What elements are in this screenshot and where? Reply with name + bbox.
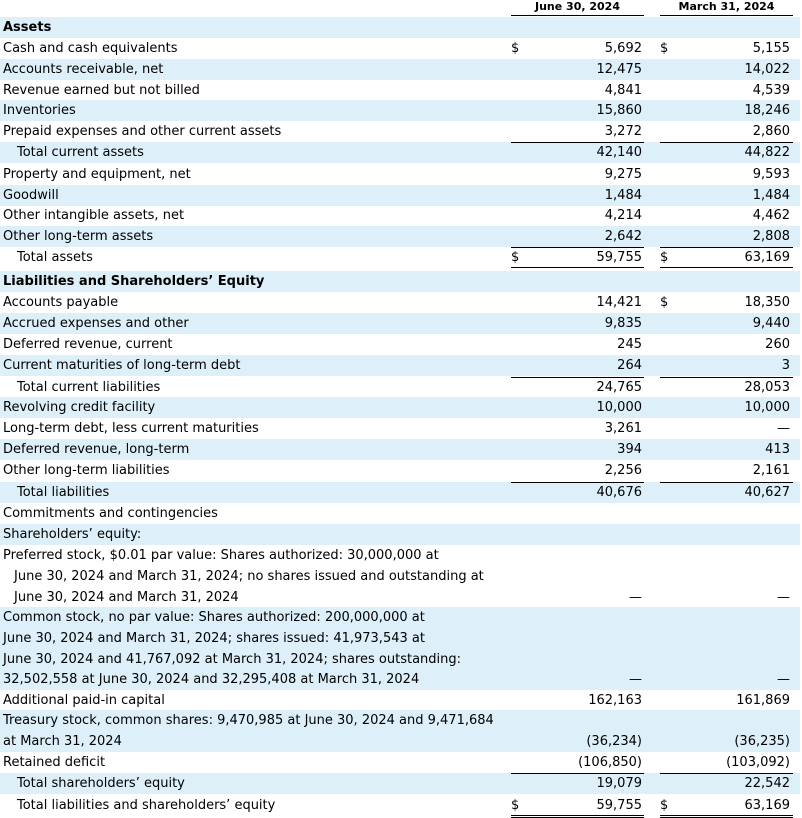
value-march-31-2024 <box>660 524 790 545</box>
table-row <box>0 334 800 355</box>
value-june-30-2024: 162,163 <box>588 693 642 708</box>
value-march-31-2024: 10,000 <box>744 400 790 415</box>
subtotal-rule <box>511 773 644 774</box>
row-label: Revolving credit facility <box>3 400 156 415</box>
value-march-31-2024: — <box>777 672 790 687</box>
row-label: Total current liabilities <box>17 380 161 395</box>
table-row <box>0 482 800 503</box>
value-march-31-2024: 63,169 <box>744 250 790 265</box>
value-march-31-2024: 161,869 <box>736 693 790 708</box>
value-june-30-2024: 4,841 <box>604 83 642 98</box>
value-march-31-2024: 18,350 <box>744 295 790 310</box>
value-june-30-2024: 4,214 <box>604 208 642 223</box>
subtotal-rule <box>660 247 793 248</box>
row-label: Retained deficit <box>3 755 106 770</box>
table-row <box>0 649 800 670</box>
table-row <box>0 460 800 481</box>
row-label: Common stock, no par value: Shares authorized: 200,000,000 at <box>3 610 425 625</box>
value-june-30-2024 <box>511 271 642 292</box>
value-june-30-2024: 40,676 <box>596 485 642 500</box>
value-june-30-2024: 24,765 <box>596 380 642 395</box>
value-june-30-2024: 3,261 <box>604 421 642 436</box>
row-label: Cash and cash equivalents <box>3 41 178 56</box>
value-march-31-2024 <box>660 628 790 649</box>
row-label: June 30, 2024 and March 31, 2024; shares issued: 41,973,543 at <box>3 631 425 646</box>
value-march-31-2024: 18,246 <box>744 103 790 118</box>
table-row <box>0 377 800 398</box>
value-june-30-2024: 10,000 <box>596 400 642 415</box>
value-march-31-2024: 9,440 <box>752 316 790 331</box>
table-row <box>0 710 800 731</box>
row-label: Deferred revenue, current <box>3 337 173 352</box>
table-row <box>0 292 800 313</box>
value-june-30-2024 <box>511 17 642 38</box>
value-june-30-2024 <box>511 566 642 587</box>
row-label: Total shareholders’ equity <box>17 776 185 791</box>
value-june-30-2024: 59,755 <box>596 798 642 813</box>
column-header-march-31-2024: March 31, 2024 <box>660 0 793 16</box>
value-march-31-2024: 4,539 <box>752 83 790 98</box>
row-label: Prepaid expenses and other current assets <box>3 124 282 139</box>
value-march-31-2024: 28,053 <box>744 380 790 395</box>
value-march-31-2024: 44,822 <box>744 145 790 160</box>
column-header-june-30-2024: June 30, 2024 <box>511 0 644 16</box>
row-label: Long-term debt, less current maturities <box>3 421 259 436</box>
value-june-30-2024: 1,484 <box>604 188 642 203</box>
value-march-31-2024 <box>660 607 790 628</box>
table-row <box>0 752 800 773</box>
value-june-30-2024: 19,079 <box>596 776 642 791</box>
total-rule <box>660 267 793 268</box>
value-march-31-2024 <box>660 271 790 292</box>
value-june-30-2024: 9,275 <box>604 167 642 182</box>
subtotal-rule <box>660 377 793 378</box>
value-june-30-2024 <box>511 710 642 731</box>
value-march-31-2024: 22,542 <box>744 776 790 791</box>
table-row <box>0 17 800 38</box>
row-label: Other long-term liabilities <box>3 463 170 478</box>
value-june-30-2024: — <box>629 590 642 605</box>
value-june-30-2024: 5,692 <box>604 41 642 56</box>
value-march-31-2024: 260 <box>765 337 790 352</box>
value-june-30-2024: 59,755 <box>596 250 642 265</box>
table-row <box>0 628 800 649</box>
table-row <box>0 418 800 439</box>
subtotal-rule <box>511 377 644 378</box>
row-label: Other intangible assets, net <box>3 208 185 223</box>
value-march-31-2024: 63,169 <box>744 798 790 813</box>
table-row <box>0 669 800 690</box>
value-march-31-2024: 5,155 <box>752 41 790 56</box>
row-label: Shareholders’ equity: <box>3 527 142 542</box>
value-june-30-2024 <box>511 545 642 566</box>
subtotal-rule <box>511 142 644 143</box>
table-row <box>0 164 800 185</box>
table-row <box>0 545 800 566</box>
subtotal-rule <box>660 142 793 143</box>
value-march-31-2024: 40,627 <box>744 485 790 500</box>
row-label: June 30, 2024 and March 31, 2024 <box>14 590 239 605</box>
currency-symbol: $ <box>511 250 520 265</box>
table-row <box>0 59 800 80</box>
value-june-30-2024: 14,421 <box>596 295 642 310</box>
table-row <box>0 607 800 628</box>
row-label: June 30, 2024 and March 31, 2024; no shares issued and outstanding at <box>14 569 484 584</box>
table-row <box>0 731 800 752</box>
table-row <box>0 121 800 142</box>
value-june-30-2024 <box>511 649 642 670</box>
currency-symbol: $ <box>511 41 520 56</box>
value-june-30-2024: 2,642 <box>604 229 642 244</box>
currency-symbol: $ <box>660 250 669 265</box>
table-row <box>0 205 800 226</box>
row-label: Inventories <box>3 103 76 118</box>
table-row <box>0 795 800 816</box>
row-label: Deferred revenue, long-term <box>3 442 190 457</box>
subtotal-rule <box>511 247 644 248</box>
value-march-31-2024 <box>660 710 790 731</box>
value-march-31-2024: 413 <box>765 442 790 457</box>
value-march-31-2024: 1,484 <box>752 188 790 203</box>
row-label: Liabilities and Shareholders’ Equity <box>3 274 265 289</box>
table-row <box>0 773 800 794</box>
value-march-31-2024: 14,022 <box>744 62 790 77</box>
value-june-30-2024: 2,256 <box>604 463 642 478</box>
total-rule <box>660 815 793 816</box>
table-row <box>0 587 800 608</box>
total-rule <box>511 267 644 268</box>
row-label: Commitments and contingencies <box>3 506 218 521</box>
row-label: Preferred stock, $0.01 par value: Shares authorized: 30,000,000 at <box>3 548 439 563</box>
value-june-30-2024 <box>511 628 642 649</box>
currency-symbol: $ <box>660 41 669 56</box>
row-label: Assets <box>3 20 52 35</box>
table-row <box>0 439 800 460</box>
table-row <box>0 247 800 268</box>
value-march-31-2024: (36,235) <box>734 734 790 749</box>
value-june-30-2024 <box>511 503 642 524</box>
table-row <box>0 185 800 206</box>
value-march-31-2024 <box>660 649 790 670</box>
row-label: Other long-term assets <box>3 229 154 244</box>
value-march-31-2024: 3 <box>781 358 790 373</box>
value-june-30-2024: — <box>629 672 642 687</box>
value-june-30-2024: 12,475 <box>596 62 642 77</box>
value-march-31-2024: — <box>777 421 790 436</box>
value-march-31-2024: (103,092) <box>726 755 790 770</box>
value-june-30-2024: (106,850) <box>578 755 642 770</box>
row-label: Accounts payable <box>3 295 119 310</box>
value-june-30-2024: 394 <box>617 442 642 457</box>
table-row <box>0 271 800 292</box>
row-label: Property and equipment, net <box>3 167 191 182</box>
table-row <box>0 566 800 587</box>
row-label: Treasury stock, common shares: 9,470,985 at June 30, 2024 and 9,471,684 <box>3 713 494 728</box>
value-march-31-2024: 4,462 <box>752 208 790 223</box>
row-label: Total liabilities <box>17 485 110 500</box>
row-label: June 30, 2024 and 41,767,092 at March 31, 2024; shares outstanding: <box>3 652 462 667</box>
table-row <box>0 503 800 524</box>
table-row <box>0 142 800 163</box>
row-label: Total liabilities and shareholders’ equity <box>17 798 276 813</box>
subtotal-rule <box>660 482 793 483</box>
table-row <box>0 226 800 247</box>
value-march-31-2024: 2,860 <box>752 124 790 139</box>
value-march-31-2024: 9,593 <box>752 167 790 182</box>
table-row <box>0 38 800 59</box>
row-label: Additional paid-in capital <box>3 693 165 708</box>
value-march-31-2024: 2,808 <box>752 229 790 244</box>
value-march-31-2024: — <box>777 590 790 605</box>
subtotal-rule <box>511 482 644 483</box>
table-row <box>0 397 800 418</box>
total-rule <box>511 815 644 816</box>
value-march-31-2024 <box>660 17 790 38</box>
row-label: Goodwill <box>3 188 59 203</box>
table-row <box>0 355 800 376</box>
subtotal-rule <box>660 773 793 774</box>
table-row <box>0 524 800 545</box>
table-row <box>0 313 800 334</box>
value-june-30-2024: 264 <box>617 358 642 373</box>
value-june-30-2024 <box>511 607 642 628</box>
currency-symbol: $ <box>660 295 669 310</box>
value-june-30-2024: 3,272 <box>604 124 642 139</box>
value-march-31-2024 <box>660 545 790 566</box>
row-label: Accrued expenses and other <box>3 316 189 331</box>
value-march-31-2024 <box>660 566 790 587</box>
table-row <box>0 80 800 101</box>
value-june-30-2024: 42,140 <box>596 145 642 160</box>
value-june-30-2024: 245 <box>617 337 642 352</box>
value-june-30-2024: (36,234) <box>586 734 642 749</box>
value-march-31-2024 <box>660 503 790 524</box>
row-label: Total current assets <box>17 145 144 160</box>
currency-symbol: $ <box>511 798 520 813</box>
value-june-30-2024 <box>511 524 642 545</box>
row-label: Total assets <box>17 250 93 265</box>
value-june-30-2024: 15,860 <box>596 103 642 118</box>
currency-symbol: $ <box>660 798 669 813</box>
value-march-31-2024: 2,161 <box>752 463 790 478</box>
row-label: Accounts receivable, net <box>3 62 164 77</box>
row-label: Current maturities of long-term debt <box>3 358 241 373</box>
row-label: at March 31, 2024 <box>3 734 122 749</box>
table-row <box>0 100 800 121</box>
row-label: Revenue earned but not billed <box>3 83 200 98</box>
table-row <box>0 690 800 711</box>
value-june-30-2024: 9,835 <box>604 316 642 331</box>
row-label: 32,502,558 at June 30, 2024 and 32,295,408 at March 31, 2024 <box>3 672 420 687</box>
